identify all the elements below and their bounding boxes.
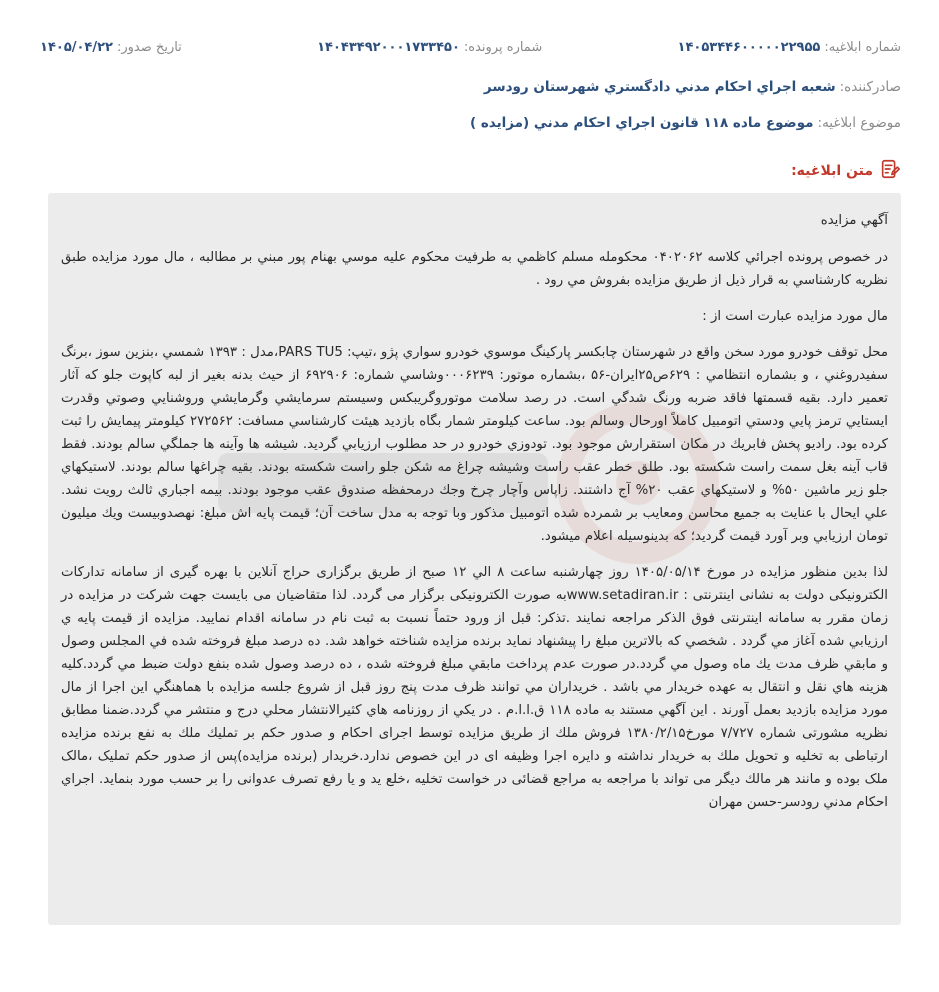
notice-number-value: ۱۴۰۵۳۴۴۶۰۰۰۰۰۲۲۹۵۵ bbox=[677, 40, 821, 55]
issuer-label: صادرکننده: bbox=[839, 79, 901, 95]
subject-label: موضوع ابلاغیه: bbox=[817, 115, 901, 131]
issue-date bbox=[40, 40, 182, 55]
case-number-label: شماره پرونده: bbox=[463, 40, 543, 55]
case-number bbox=[317, 40, 542, 55]
subject-value: موضوع ماده ۱۱۸ قانون اجراي احكام مدني (مزايده ) bbox=[469, 115, 814, 131]
document-edit-icon bbox=[879, 158, 901, 184]
notice-text-title: متن ابلاغیه: bbox=[791, 163, 873, 179]
notice-body-box bbox=[48, 193, 901, 925]
notice-number bbox=[678, 40, 901, 55]
notice-paragraph-intro: در خصوص پرونده اجرائي كلاسه ۰۴۰۲۰۶۲ محكومله مسلم كاظمي به طرفيت محكوم عليه موسي بهنام پور مبني بر مطالبه ، مال مورد مزايده طبق نظريه كارشناسي به قرار ذيل از طريق مزايده بفروش مي رود . bbox=[61, 250, 888, 288]
issue-date-value: ۱۴۰۵/۰۴/۲۲ bbox=[40, 40, 113, 55]
notice-text-section-title bbox=[791, 158, 901, 184]
notice-paragraph-vehicle-description: محل توقف خودرو مورد سخن واقع در شهرستان چابكسر پاركينگ موسوي خودرو سواري پژو ،تيپ: PARS TU5،مدل : ۱۳۹۳ شمسي ،بنزين سوز ،برنگ سفيدروغني ، و بشماره انتظامي : ۶۲۹ص۲۵ايران-۵۶ ،بشماره موتور: ۰۰۰۶۲۳۹وشاسي شماره: ۶۹۲۹۰۶ از حيث بدنه بغير از لبه كاپوت جلو كه آثار تعمير دارد. بقيه قسمتها فاقد ضربه ورنگ شدگي است. در رصد سلامت موتوروگريبكس وسيستم سرمايشي وگرمايشي وروشنايي وصوتي وقدرت ايستايي ترمز پايي ودستي اتومبيل كاملاً اورحال وسالم بود. ساعت كيلومتر شمار بگاه بازديد هيئت كارشناسي مسافت: ۲۷۲۵۶۲ كيلومتر پيمايش را ثبت كرده بود. راديو پخش فابريك در مكان استقرارش موجود بود. تودوزي خودرو در حد مطلوب ارزيابي گرديد. شيشه ها وآينه ها جملگي سالم بودند. فقط قاب آينه بغل سمت راست شكسته بود. طلق خطر عقب راست وشيشه چراغ مه شكن جلو راست شكسته بودند. بقيه چراغها سالم بودند. لاستيكهاي جلو زير ماشين ۵۰% و لاستيكهاي عقب ۲۰% آج داشتند. زاپاس وآچار چرخ وجك درمحفظه صندوق عقب موجود بودند. بيمه اجباري ثالث رويت نشد. علي ايحال با عنايت به جميع محاسن ومعايب بر شمرده شده اتومبيل مذكور وبا توجه به مدل ساخت آن؛ قيمت پايه اش مبلغ: نهصدوبيست ويك ميليون تومان ارزيابي وبر آورد قيمت گرديد؛ كه بدينوسيله اعلام ميشود. bbox=[61, 345, 889, 544]
notice-heading: آگهي مزايده bbox=[820, 213, 888, 228]
notice-paragraph-auction-terms: لذا بدين منظور مزايده در مورخ ۱۴۰۵/۰۵/۱۴ روز چهارشنبه ساعت ۸ الي ۱۲ صبح از طریق برگزاری حراج آنلاین با بهره گیری از سامانه تدارکات الکترونیکی دولت به نشانی اینترنتی : www.setadiran.irبه صورت الکترونیکی برگزار می گردد. لذا متقاضیان می بایست جهت شرکت در مزایده در زمان مقرر به سامانه اینترنتی فوق الذکر مراجعه نمایند .تذکر: قبل از ورود حتماً نسبت به ثبت نام در سامانه اقدام نمایید. مزايده از قيمت پايه ي ارزيابي شده آغاز مي گردد . شخصي كه بالاترين مبلغ را پيشنهاد نمايد برنده مزايده شناخته خواهد شد. ده درصد مبلغ فروخته شده في المجلس وصول و مابقي ظرف مدت يك ماه وصول مي گردد.در صورت عدم پرداخت مابقي مبلغ فروخته شده ، ده درصد وصول شده بنفع دولت ضبط مي گردد.كليه هزينه هاي نقل و انتقال به عهده خريدار مي باشد . خريداران مي توانند ظرف مدت پنج روز قبل از شروع جلسه مزايده با هماهنگي اين اجرا از مال مورد مزايده بازديد بعمل آورند . اين آگهي مستند به ماده ۱۱۸ ق.ا.ا.م . در يكي از روزنامه هاي كثيرالانتشار محلي درج و منتشر مي گردد.ضمنا مطابق نظريه مشورتی شماره ۷/۷۲۷ مورخ۱۳۸۰/۲/۱۵ فروش ملك از طريق مزايده توسط اجرای احکام و صدور حكم بر تمليك ملك به نفع برنده مزايده ارتباطی به تخلیه و تحويل ملك به خريدار نداشته و دایره اجرا وظیفه ای در این خصوص ندارد.خريدار (برنده مزايده)پس از صدور حکم تملیک ،مالک ملک بوده و مانند هر مالك ديگر می تواند با مراجعه به مراجع قضائی در خواست تخليه ،خلع يد و يا رفع تصرف عدوانی را بر حسب مورد بنمايد. اجراي احكام مدني رودسر-حسن مهران bbox=[61, 565, 889, 810]
notice-meta-row bbox=[40, 40, 901, 55]
issuer-line bbox=[40, 79, 901, 95]
issuer-value: شعبه اجراي احكام مدني دادگستري شهرستان رودسر bbox=[483, 79, 836, 95]
case-number-value: ۱۴۰۴۳۴۹۲۰۰۰۱۷۳۳۴۵۰ bbox=[317, 40, 460, 55]
notice-number-label: شماره ابلاغیه: bbox=[824, 40, 901, 55]
issue-date-label: تاریخ صدور: bbox=[117, 40, 182, 55]
notice-paragraph-item-label: مال مورد مزايده عبارت است از : bbox=[702, 309, 888, 324]
subject-line bbox=[40, 115, 901, 131]
